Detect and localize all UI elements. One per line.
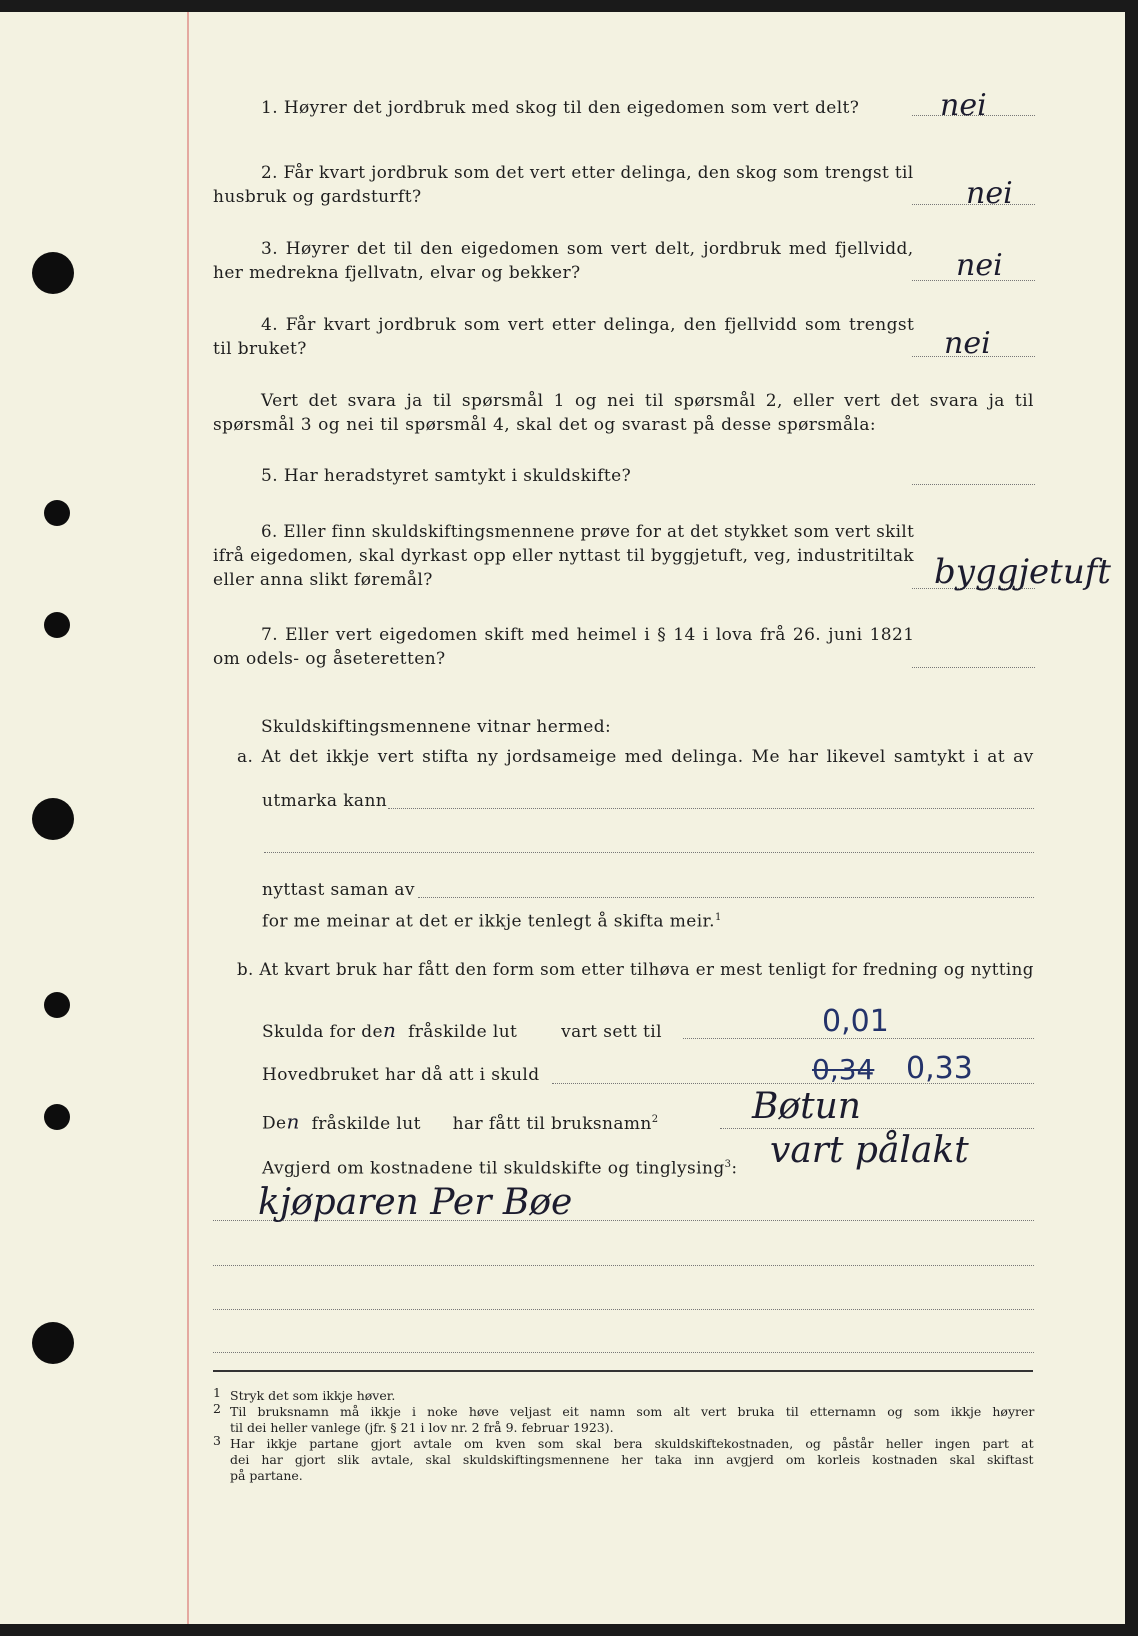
footnote-ref-2: 2 — [651, 1114, 659, 1125]
answer-3: nei — [956, 248, 1003, 283]
den-label-3: har fått til bruksnamn — [452, 1113, 652, 1134]
question-2-line-2: husbruk og gardsturft? — [213, 187, 422, 207]
question-4-line-1: 4. Får kvart jordbruk som vert etter delinga, den fjellvidd som trengst — [261, 315, 915, 335]
answer-6: byggjetuft — [934, 552, 1111, 592]
avgjerd-line-4 — [213, 1352, 1034, 1353]
skulda-label-3: vart sett til — [561, 1022, 662, 1042]
question-6-line-2: ifrå eigedomen, skal dyrkast opp eller nyttast til byggjetuft, veg, industritiltak — [213, 546, 915, 566]
answer-1: nei — [940, 88, 987, 123]
question-5: 5. Har heradstyret samtykt i skuldskifte? — [261, 466, 632, 486]
punch-hole — [32, 798, 74, 840]
bruksnamn-row — [262, 1108, 659, 1136]
footnote-2-line-1: Til bruksnamn må ikkje i noke høve veljast eit namn som alt vert bruka til etternamn og som ikkje høyrer — [230, 1404, 1035, 1419]
blank-line — [264, 852, 1034, 853]
avgjerd-line-2 — [213, 1265, 1034, 1266]
punch-hole — [44, 500, 70, 526]
witness-b-line: b. At kvart bruk har fått den form som etter tilhøva er mest tenligt for fredning og nytting — [237, 960, 1034, 980]
punch-hole — [44, 612, 70, 638]
question-3-line-1: 3. Høyrer det til den eigedomen som vert delt, jordbruk med fjellvidd, — [261, 239, 914, 259]
document-page — [0, 12, 1125, 1624]
footnote-ref-1: 1 — [715, 912, 722, 923]
punch-hole — [44, 992, 70, 1018]
skulda-label-1: Skulda for de — [262, 1022, 383, 1042]
answer-line-7 — [912, 667, 1035, 668]
footnote-divider — [213, 1370, 1033, 1372]
witness-heading: Skuldskiftingsmennene vitnar hermed: — [261, 717, 612, 737]
hovedbruk-new-value: 0,33 — [906, 1051, 973, 1086]
question-7-line-1: 7. Eller vert eigedomen skift med heimel i § 14 i lova frå 26. juni 1821 — [261, 625, 915, 645]
question-6-line-3: eller anna slikt føremål? — [213, 570, 433, 590]
question-6-line-1: 6. Eller finn skuldskiftingsmennene prøve for at det stykket som vert skilt — [261, 522, 915, 542]
skulda-value: 0,01 — [822, 1004, 889, 1039]
nyttast-line — [418, 897, 1034, 898]
den-handwritten-n: n — [286, 1109, 300, 1134]
utmarka-label: utmarka kann — [262, 791, 388, 811]
question-3-line-2: her medrekna fjellvatn, elvar og bekker? — [213, 263, 581, 283]
bruksnamn-value: Bøtun — [752, 1086, 861, 1127]
scan-edge — [1125, 0, 1138, 1636]
footnote-1: Stryk det som ikkje høver. — [230, 1388, 396, 1403]
hovedbruk-old-value: 0,34 — [812, 1053, 875, 1086]
avgjerd-value-1: vart pålakt — [770, 1130, 969, 1171]
bruksnamn-line — [720, 1128, 1034, 1129]
footnote-3-line-1: Har ikkje partane gjort avtale om kven som skal bera skuldskiftekostnaden, og påstår heller ingen part at — [230, 1436, 1034, 1451]
punch-hole — [32, 1322, 74, 1364]
answer-4: nei — [944, 326, 991, 361]
footnote-3-line-3: på partane. — [230, 1468, 303, 1483]
footnote-3-number: 3 — [213, 1433, 221, 1448]
punch-hole — [32, 252, 74, 294]
question-7-line-2: om odels- og åseteretten? — [213, 649, 446, 669]
witness-a-line: a. At det ikkje vert stifta ny jordsameige med delinga. Me har likevel samtykt i at av — [237, 747, 1034, 767]
avgjerd-label: Avgjerd om kostnadene til skuldskifte og tinglysing — [262, 1158, 725, 1179]
question-1: 1. Høyrer det jordbruk med skog til den eigedomen som vert delt? — [261, 98, 860, 118]
skulda-row — [262, 1018, 662, 1044]
background-watermark — [570, 32, 660, 1592]
footnote-2-line-2: til dei heller vanlege (jfr. § 21 i lov nr. 2 frå 9. februar 1923). — [230, 1420, 614, 1435]
question-4-line-2: til bruket? — [213, 339, 307, 359]
condition-line-1: Vert det svara ja til spørsmål 1 og nei til spørsmål 2, eller vert det svara ja til — [261, 391, 1034, 411]
den-label-2: fråskilde lut — [311, 1113, 421, 1134]
footnote-ref-3: 3 — [724, 1159, 732, 1170]
nyttast-label: nyttast saman av — [262, 880, 415, 900]
den-label-1: De — [262, 1113, 287, 1134]
answer-line-5 — [912, 484, 1035, 485]
avgjerd-row: Avgjerd om kostnadene til skuldskifte og tinglysing$^3$: — [262, 1158, 738, 1179]
question-2-line-1: 2. Får kvart jordbruk som det vert etter delinga, den skog som trengst til — [261, 163, 914, 183]
avgjerd-line-3 — [213, 1309, 1034, 1310]
avgjerd-value-2: kjøparen Per Bøe — [258, 1182, 573, 1223]
utmarka-line — [388, 808, 1034, 809]
answer-2: nei — [966, 176, 1013, 211]
skulda-label-2: fråskilde lut — [408, 1022, 518, 1042]
red-margin-line — [187, 12, 189, 1624]
skulda-handwritten-n: n — [382, 1018, 397, 1042]
footnote-2-number: 2 — [213, 1401, 221, 1416]
condition-line-2: spørsmål 3 og nei til spørsmål 4, skal det og svarast på desse spørsmåla: — [213, 415, 877, 435]
hovedbruk-label: Hovedbruket har då att i skuld — [262, 1065, 540, 1085]
meinar-line — [262, 906, 722, 934]
punch-hole — [44, 1104, 70, 1130]
meinar-text: for me meinar at det er ikkje tenlegt å skifta meir. — [262, 911, 715, 932]
footnote-1-number: 1 — [213, 1385, 221, 1400]
footnote-3-line-2: dei har gjort slik avtale, skal skuldskiftingsmennene her taka inn avgjerd om korleis kostnaden skal skiftast — [230, 1452, 1034, 1467]
